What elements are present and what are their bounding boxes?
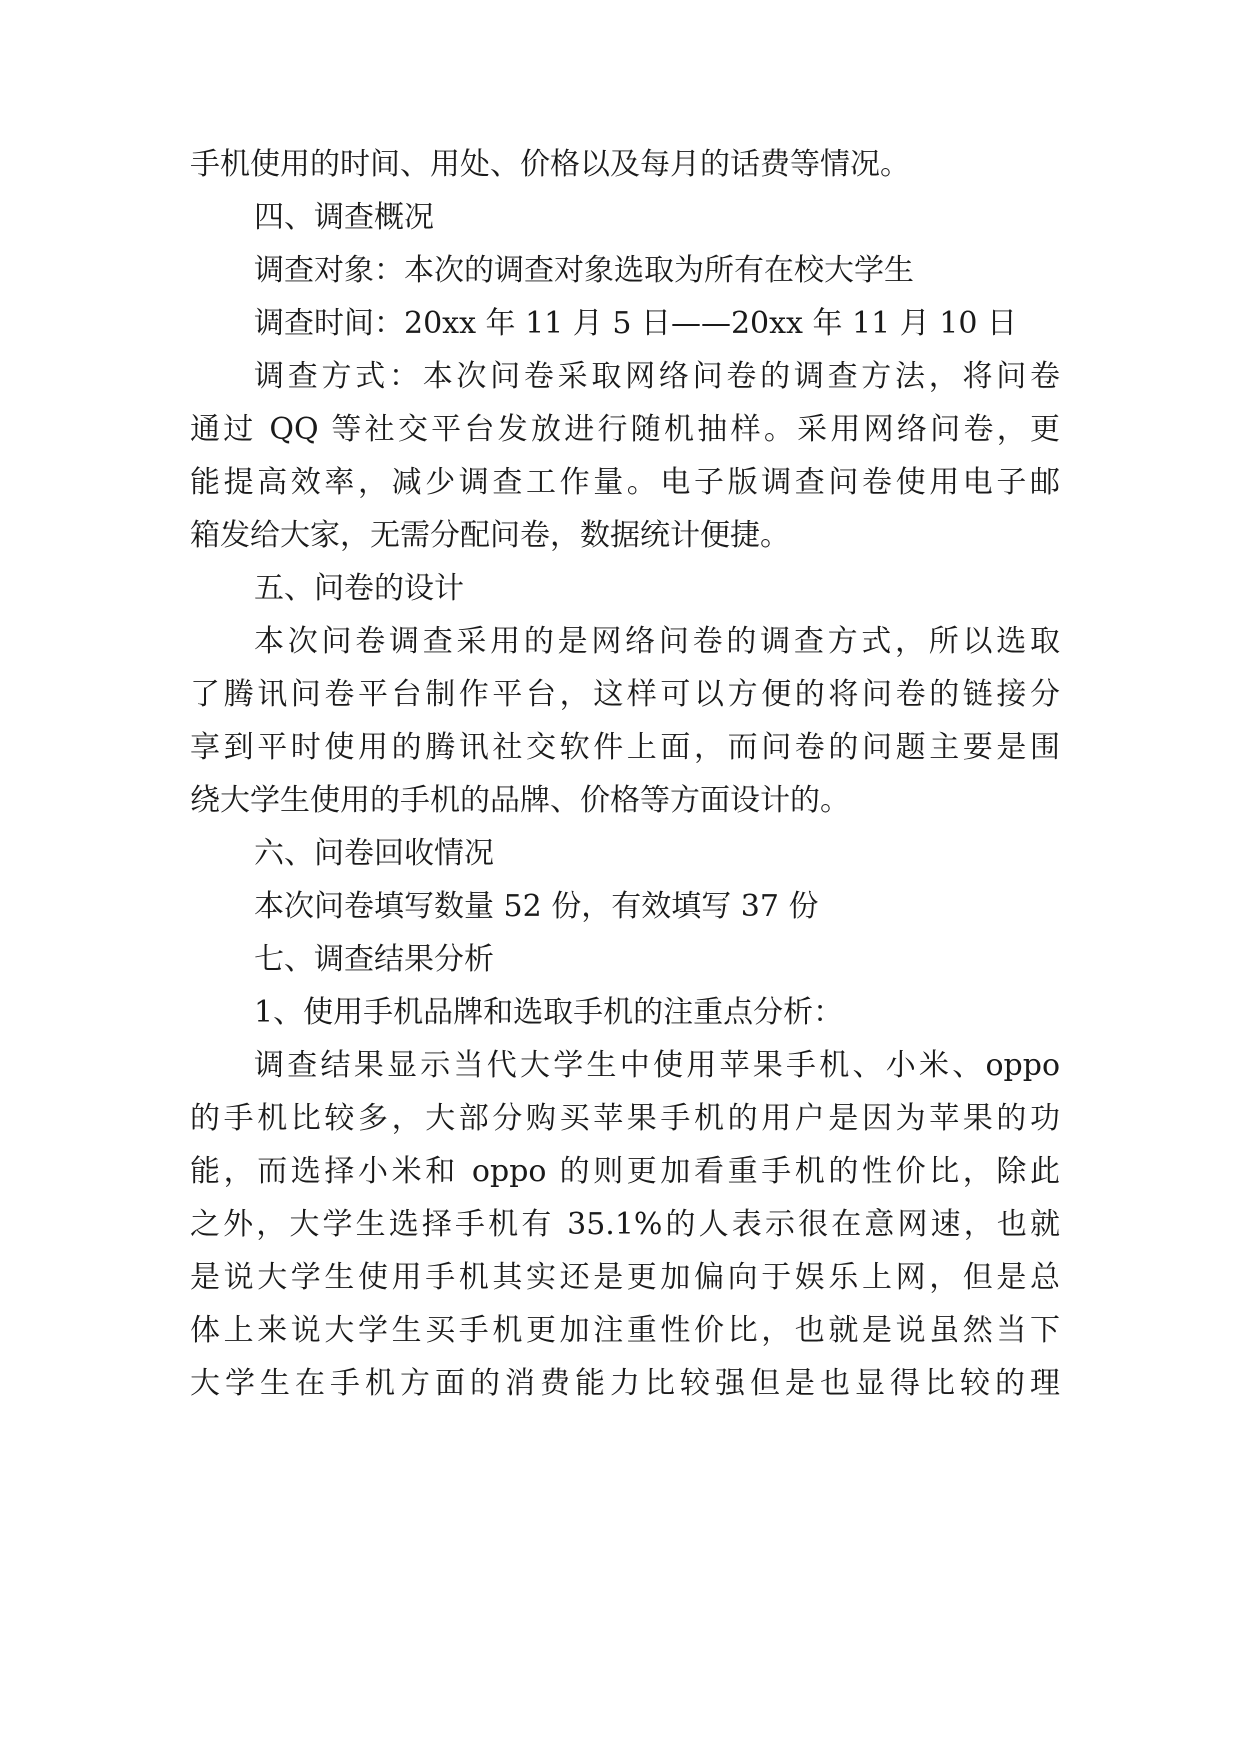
survey-method-line: 通过 QQ 等社交平台发放进行随机抽样。采用网络问卷，更 bbox=[190, 412, 1060, 447]
survey-time-line: 调查时间：20xx 年 11 月 5 日——20xx 年 11 月 10 日 bbox=[254, 306, 1017, 341]
analysis-paragraph-line: 是说大学生使用手机其实还是更加偏向于娱乐上网，但是总 bbox=[190, 1260, 1060, 1295]
survey-method-line: 调查方式：本次问卷采取网络问卷的调查方法，将问卷 bbox=[254, 359, 1060, 394]
section-heading-survey-overview: 四、调查概况 bbox=[254, 200, 434, 235]
paragraph-continuation-line: 手机使用的时间、用处、价格以及每月的话费等情况。 bbox=[190, 147, 910, 182]
design-paragraph-line: 绕大学生使用的手机的品牌、价格等方面设计的。 bbox=[190, 783, 850, 818]
analysis-paragraph-line: 大学生在手机方面的消费能力比较强但是也显得比较的理 bbox=[190, 1366, 1060, 1401]
section-heading-questionnaire-design: 五、问卷的设计 bbox=[254, 571, 464, 606]
analysis-paragraph-line: 能，而选择小米和 oppo 的则更加看重手机的性价比，除此 bbox=[190, 1154, 1060, 1189]
section-heading-result-analysis: 七、调查结果分析 bbox=[254, 942, 494, 977]
recovery-count-line: 本次问卷填写数量 52 份，有效填写 37 份 bbox=[254, 889, 819, 924]
design-paragraph-line: 了腾讯问卷平台制作平台，这样可以方便的将问卷的链接分 bbox=[190, 677, 1060, 712]
analysis-paragraph-line: 的手机比较多，大部分购买苹果手机的用户是因为苹果的功 bbox=[190, 1101, 1060, 1136]
survey-subject-line: 调查对象：本次的调查对象选取为所有在校大学生 bbox=[254, 253, 914, 288]
analysis-paragraph-line: 之外，大学生选择手机有 35.1%的人表示很在意网速，也就 bbox=[190, 1207, 1060, 1242]
design-paragraph-line: 享到平时使用的腾讯社交软件上面，而问卷的问题主要是围 bbox=[190, 730, 1060, 765]
survey-method-line: 能提高效率，减少调查工作量。电子版调查问卷使用电子邮 bbox=[190, 465, 1060, 500]
analysis-paragraph-line: 体上来说大学生买手机更加注重性价比，也就是说虽然当下 bbox=[190, 1313, 1060, 1348]
analysis-paragraph-line: 调查结果显示当代大学生中使用苹果手机、小米、oppo bbox=[254, 1048, 1060, 1083]
survey-method-line: 箱发给大家，无需分配问卷，数据统计便捷。 bbox=[190, 518, 790, 553]
design-paragraph-line: 本次问卷调查采用的是网络问卷的调查方式，所以选取 bbox=[254, 624, 1060, 659]
subsection-heading-brand-analysis: 1、使用手机品牌和选取手机的注重点分析： bbox=[254, 995, 844, 1030]
section-heading-questionnaire-recovery: 六、问卷回收情况 bbox=[254, 836, 494, 871]
